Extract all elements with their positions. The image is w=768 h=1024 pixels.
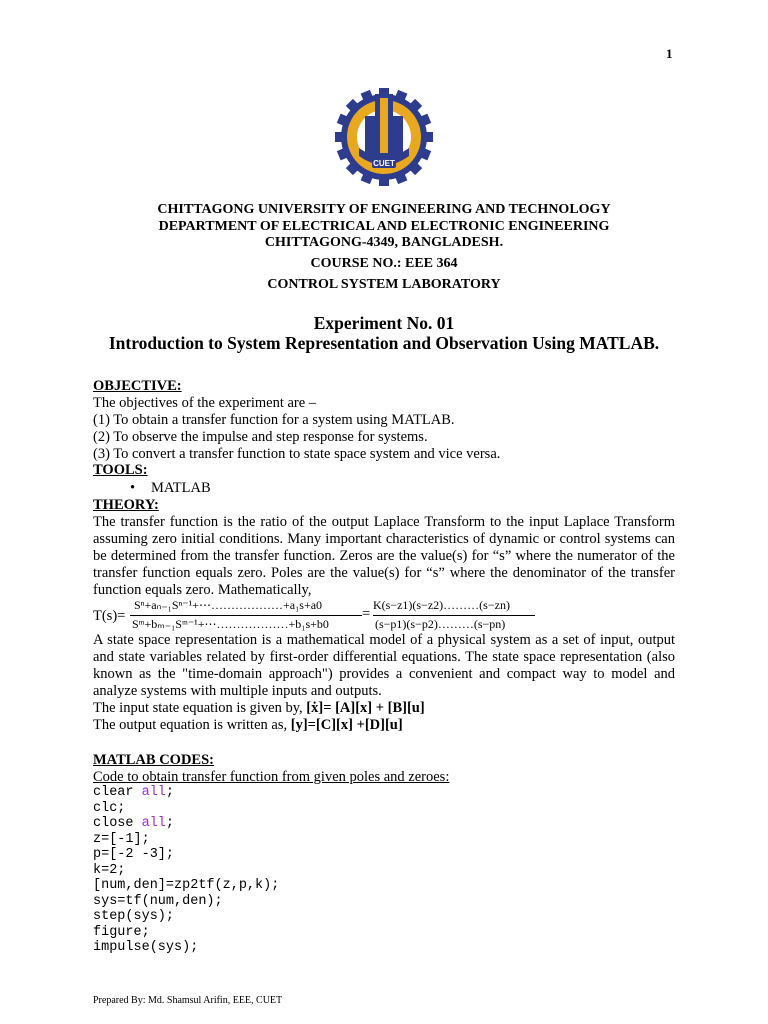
input-equation-line bbox=[93, 700, 425, 717]
logo-badge-text: CUET bbox=[373, 159, 395, 168]
code-line: close all; bbox=[93, 816, 175, 831]
code-line: [num,den]=zp2tf(z,p,k); bbox=[93, 878, 280, 893]
theory-heading: THEORY: bbox=[93, 497, 159, 513]
address: CHITTAGONG-4349, BANGLADESH. bbox=[264, 235, 504, 250]
fraction-bar-1 bbox=[130, 615, 362, 616]
output-equation-line bbox=[93, 717, 403, 734]
code-line: step(sys); bbox=[93, 909, 175, 924]
objective-intro: The objectives of the experiment are – bbox=[93, 395, 317, 411]
input-equation-label: The input state equation is given by, bbox=[93, 700, 303, 716]
tools-heading: TOOLS: bbox=[93, 462, 148, 478]
code-line: clc; bbox=[93, 800, 126, 816]
output-equation-label: The output equation is written as, bbox=[93, 717, 288, 733]
footer-prepared-by: Prepared By: Md. Shamsul Arifin, EEE, CUET bbox=[93, 995, 283, 1006]
objective-item-2: (2) To observe the impulse and step response for systems. bbox=[93, 429, 428, 445]
code-line: k=2; bbox=[93, 862, 126, 878]
theory-paragraph-2: A state space representation is a mathematical model of a physical system as a set of input, output and state variables related by first-order differential equations. The state space representation (also known as the "time-domain approach") provides a convenient and compact way to model and analyze systems with multiple inputs and outputs. bbox=[93, 632, 675, 699]
tools-bullet: • bbox=[130, 480, 136, 496]
code-line: p=[-2 -3]; bbox=[93, 847, 175, 862]
experiment-title: Introduction to System Representation and Observation Using MATLAB. bbox=[108, 333, 660, 353]
matlab-heading: MATLAB CODES: bbox=[93, 752, 214, 768]
objective-item-3: (3) To convert a transfer function to state space system and vice versa. bbox=[93, 446, 501, 462]
theory-paragraph-1: The transfer function is the ratio of the output Laplace Transform to the input Laplace Transform assuming zero initial conditions. Many important characteristics of dynamic or control systems can be determined from the transfer function. Zeros are the value(s) for “s” where the numerator of the transfer function equals zero. Poles are the value(s) for “s” where the denominator of the transfer function equals zero. Mathematically, bbox=[93, 514, 675, 598]
code-line: sys=tf(num,den); bbox=[93, 893, 223, 909]
input-equation: [ẋ]= [A][x] + [B][u] bbox=[306, 700, 425, 716]
equation-numerator-1: Sⁿ+aₙ₋₁Sⁿ⁻¹+⋯………………+a₁s+a0 bbox=[134, 598, 323, 612]
equation-equals: = bbox=[362, 606, 371, 622]
equation-denominator-2: (s−p1)(s−p2)………(s−pn) bbox=[375, 617, 506, 631]
matlab-code-block bbox=[93, 785, 279, 956]
university-name: CHITTAGONG UNIVERSITY OF ENGINEERING AND TECHNOLOGY bbox=[157, 202, 611, 217]
objective-heading: OBJECTIVE: bbox=[93, 378, 182, 394]
course-number: COURSE NO.: EEE 364 bbox=[310, 256, 458, 271]
fraction-bar-2 bbox=[373, 615, 535, 616]
code-line: z=[-1]; bbox=[93, 831, 150, 847]
department-name: DEPARTMENT OF ELECTRICAL AND ELECTRONIC ENGINEERING bbox=[158, 219, 610, 234]
objective-item-1: (1) To obtain a transfer function for a system using MATLAB. bbox=[93, 412, 455, 428]
matlab-subheading: Code to obtain transfer function from given poles and zeroes: bbox=[93, 769, 450, 785]
code-line: figure; bbox=[93, 924, 150, 940]
experiment-number: Experiment No. 01 bbox=[313, 313, 455, 333]
page-number: 1 bbox=[666, 46, 673, 61]
code-line: clear all; bbox=[93, 785, 175, 800]
equation-numerator-2: K(s−z1)(s−z2)………(s−zn) bbox=[373, 598, 510, 612]
lab-name: CONTROL SYSTEM LABORATORY bbox=[267, 277, 501, 292]
equation-lhs: T(s)= bbox=[93, 608, 126, 624]
university-logo bbox=[333, 82, 435, 194]
equation-denominator-1: Sᵐ+bₘ₋₁Sᵐ⁻¹+⋯………………+b₁s+b0 bbox=[132, 617, 329, 631]
output-equation: [y]=[C][x] +[D][u] bbox=[290, 717, 403, 733]
code-line: impulse(sys); bbox=[93, 940, 199, 955]
tools-item-matlab: MATLAB bbox=[151, 480, 211, 496]
